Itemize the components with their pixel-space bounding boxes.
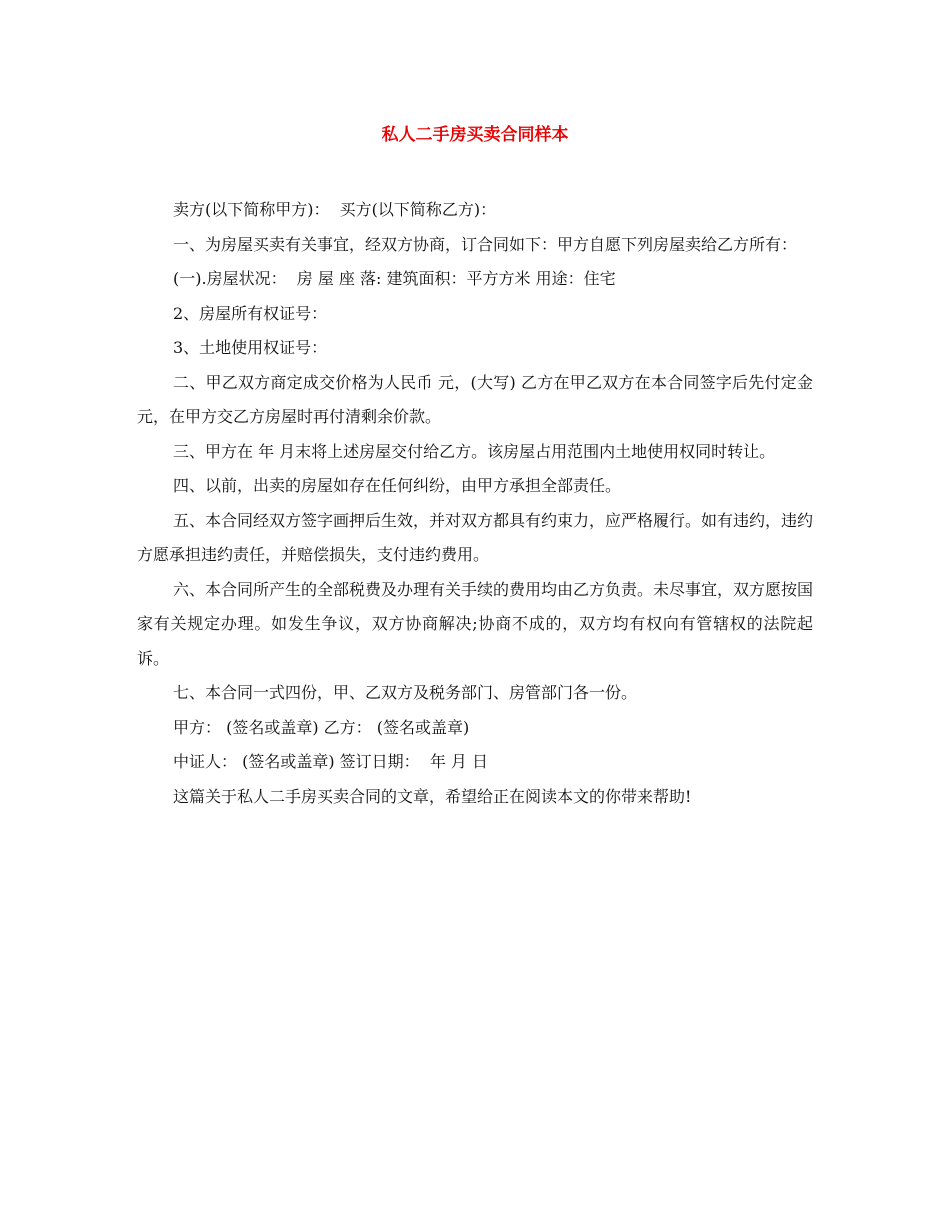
paragraph-clause-7: 七、本合同一式四份，甲、乙双方及税务部门、房管部门各一份。 (173, 683, 638, 702)
paragraph-clause-3: 三、甲方在 年 月末将上述房屋交付给乙方。该房屋占用范围内土地使用权同时转让。 (173, 441, 776, 461)
paragraph-clause-2: 二、甲乙双方商定成交价格为人民币 元，(大写) 乙方在甲乙双方在本合同签字后先付定金 元，在甲方交乙方房屋时再付清剩余价款。 (137, 372, 819, 426)
paragraph-parties: 卖方(以下简称甲方)： 买方(以下简称乙方)： (173, 200, 497, 219)
paragraph-clause-6: 六、本合同所产生的全部税费及办理有关手续的费用均由乙方负责。未尽事宜，双方愿按国家有关规定办理。如发生争议，双方协商解决;协商不成的，双方均有权向有管辖权的法院起诉。 (137, 579, 814, 668)
paragraph-signatures: 甲方： (签名或盖章) 乙方： (签名或盖章) (173, 717, 470, 737)
paragraph-land-cert: 3、土地使用权证号： (173, 338, 328, 357)
paragraph-clause-4: 四、以前，出卖的房屋如存在任何纠纷，由甲方承担全部责任。 (173, 476, 622, 495)
paragraph-ownership-cert: 2、房屋所有权证号： (173, 303, 328, 323)
document-title: 私人二手房买卖合同样本 (381, 125, 569, 145)
paragraph-witness-date: 中证人： (签名或盖章) 签订日期： 年 月 日 (173, 752, 489, 771)
document-body (137, 193, 819, 814)
paragraph-closing: 这篇关于私人二手房买卖合同的文章，希望给正在阅读本文的你带来帮助! (173, 786, 692, 806)
paragraph-clause-1: 一、为房屋买卖有关事宜，经双方协商，订合同如下：甲方自愿下列房屋卖给乙方所有： (173, 234, 798, 254)
paragraph-property-status: (一).房屋状况： 房 屋 座 落: 建筑面积：平方方米 用途：住宅 (173, 269, 616, 288)
paragraph-clause-5: 五、本合同经双方签字画押后生效，并对双方都具有约束力，应严格履行。如有违约，违约方愿承担违约责任，并赔偿损失，支付违约费用。 (137, 510, 814, 564)
